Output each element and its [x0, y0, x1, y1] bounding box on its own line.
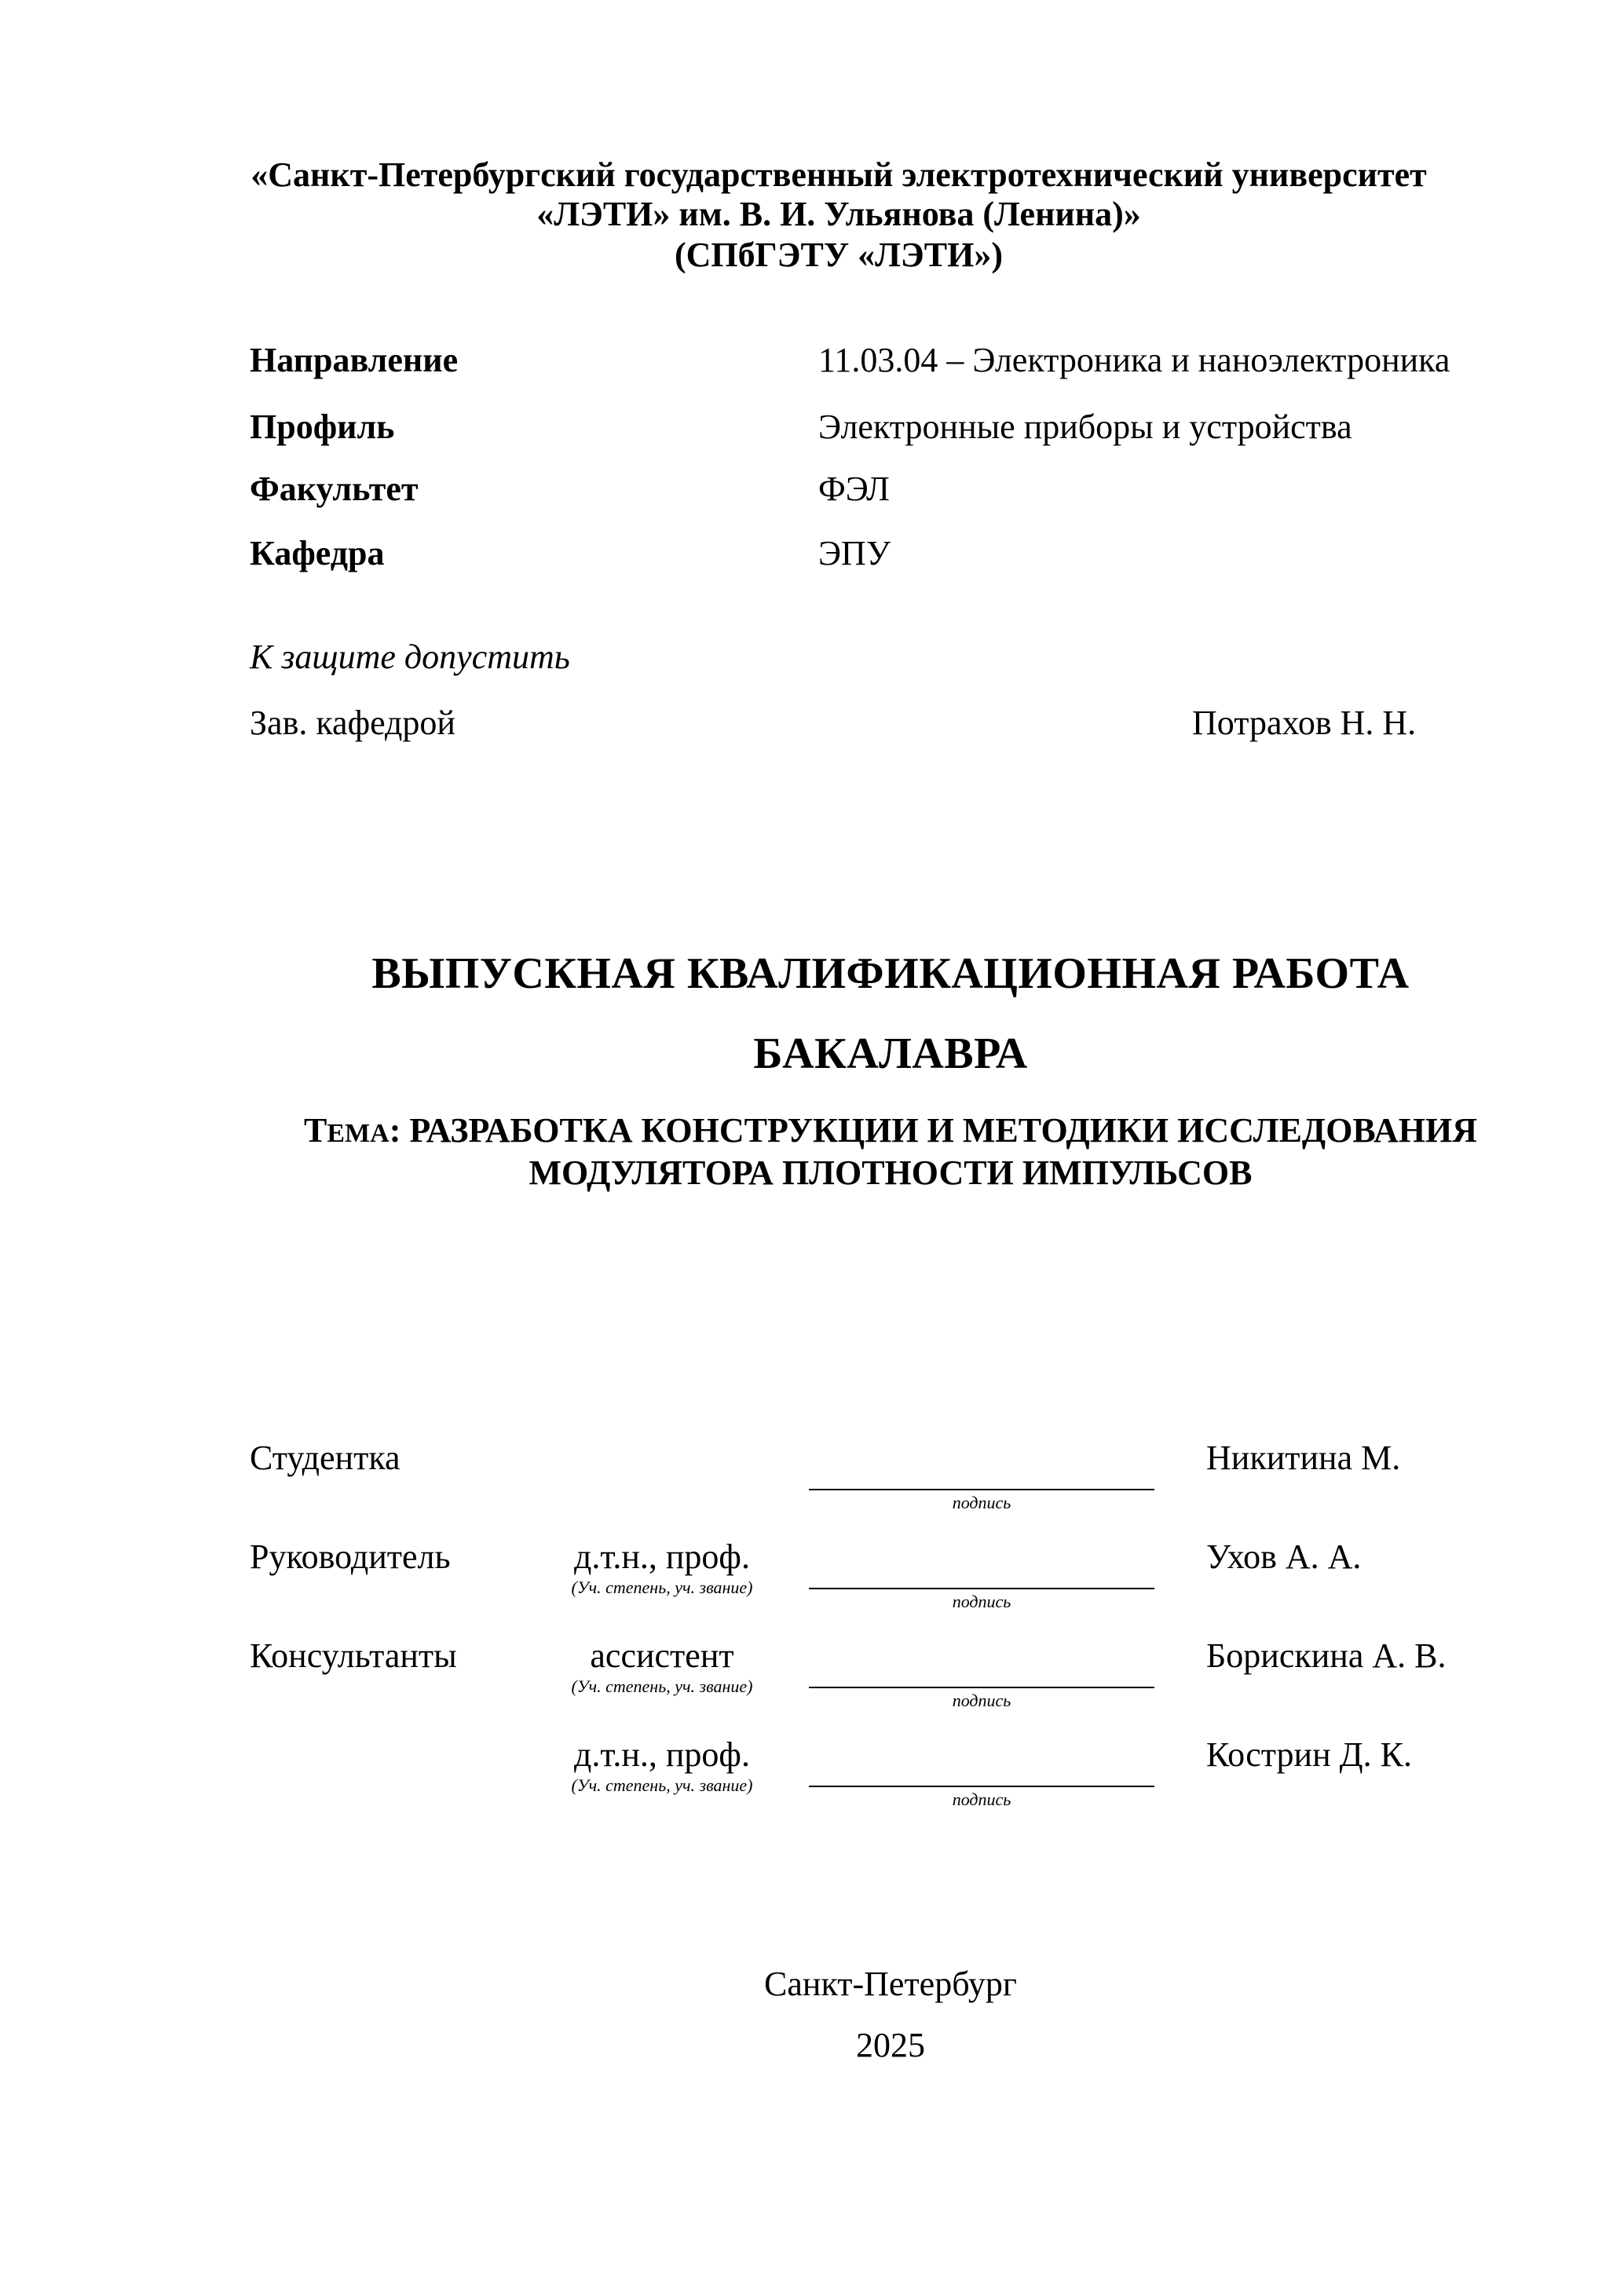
consultant-1-signature-caption: подпись [952, 1691, 1011, 1710]
topic-prefix-initial: Т [304, 1111, 327, 1150]
supervisor-role: Руководитель [250, 1537, 451, 1576]
department-label: Кафедра [250, 534, 385, 572]
consultant-2-signature-caption: подпись [952, 1790, 1011, 1809]
faculty-value: ФЭЛ [818, 470, 890, 508]
supervisor-signature-caption: подпись [952, 1592, 1011, 1611]
consultant-1-degree-caption: (Уч. степень, уч. звание) [571, 1676, 753, 1696]
consultant-2-degree: д.т.н., проф. [574, 1735, 750, 1774]
topic-line-2: МОДУЛЯТОРА ПЛОТНОСТИ ИМПУЛЬСОВ [529, 1153, 1253, 1192]
university-name-line-2: «ЛЭТИ» им. В. И. Ульянова (Ленина)» [536, 195, 1141, 233]
topic-prefix-rest: ЕМА [327, 1119, 390, 1148]
thesis-title-line-2: БАКАЛАВРА [753, 1029, 1028, 1078]
supervisor-degree-caption: (Уч. степень, уч. звание) [571, 1578, 753, 1597]
direction-value: 11.03.04 – Электроника и наноэлектроника [818, 341, 1450, 379]
department-head-name: Потрахов Н. Н. [1192, 704, 1417, 742]
consultant-1-name: Борискина А. В. [1206, 1636, 1447, 1675]
student-signature-line [809, 1489, 1154, 1490]
consultants-role: Консультанты [250, 1636, 457, 1675]
topic-line-1 [0, 1110, 1624, 1154]
consultant-2-name: Кострин Д. К. [1206, 1735, 1413, 1774]
university-abbreviation: (СПбГЭТУ «ЛЭТИ») [675, 236, 1003, 274]
student-role: Студентка [250, 1439, 401, 1477]
topic-text-line-1: : РАЗРАБОТКА КОНСТРУКЦИИ И МЕТОДИКИ ИССЛЕДОВАНИЯ [389, 1111, 1477, 1150]
university-name-line-1: «Санкт-Петербургский государственный электротехнический университет [251, 155, 1427, 194]
consultant-2-signature-line [809, 1786, 1154, 1787]
consultant-1-degree: ассистент [590, 1636, 734, 1675]
direction-label: Направление [250, 341, 459, 379]
department-head-label: Зав. кафедрой [250, 704, 455, 742]
thesis-title-line-1: ВЫПУСКНАЯ КВАЛИФИКАЦИОННАЯ РАБОТА [371, 949, 1410, 998]
consultant-1-signature-line [809, 1687, 1154, 1688]
faculty-label: Факультет [250, 470, 419, 508]
supervisor-signature-line [809, 1588, 1154, 1589]
approval-label: К защите допустить [250, 638, 570, 676]
city: Санкт-Петербург [764, 1965, 1017, 2003]
department-value: ЭПУ [818, 534, 891, 572]
consultant-2-degree-caption: (Уч. степень, уч. звание) [571, 1775, 753, 1795]
supervisor-degree: д.т.н., проф. [574, 1537, 750, 1576]
year: 2025 [856, 2026, 925, 2064]
supervisor-name: Ухов А. А. [1206, 1537, 1362, 1576]
student-signature-caption: подпись [952, 1493, 1011, 1512]
profile-value: Электронные приборы и устройства [818, 408, 1352, 446]
student-name: Никитина М. [1206, 1439, 1401, 1477]
profile-label: Профиль [250, 408, 395, 446]
